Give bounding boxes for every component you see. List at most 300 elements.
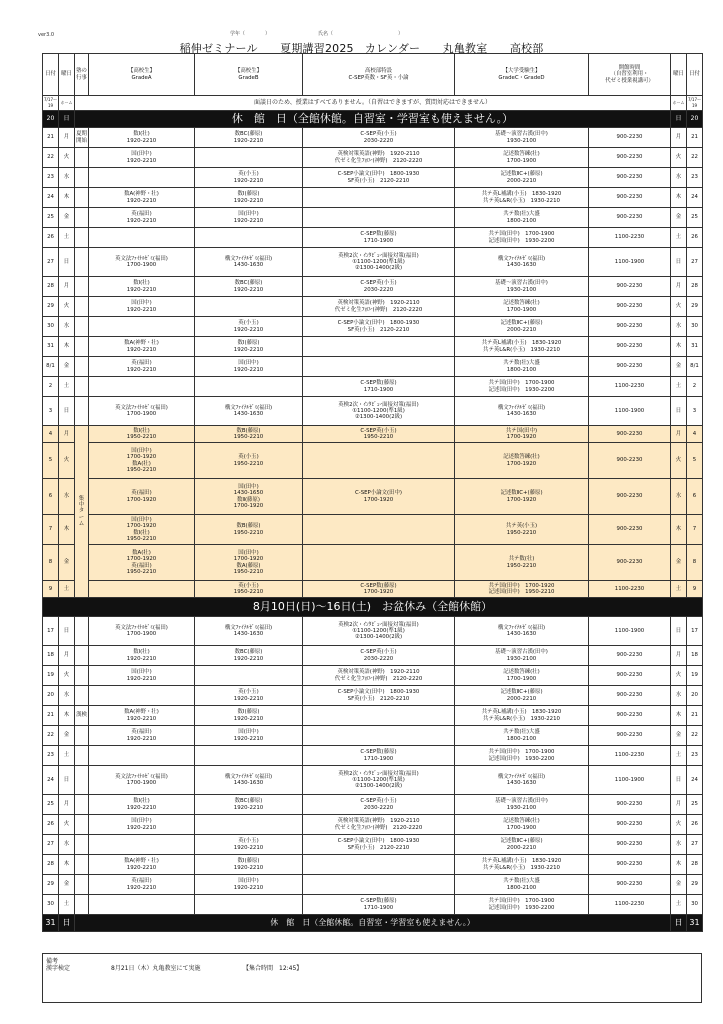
grade-a-cell	[89, 317, 195, 337]
open-hours-cell: 900-2230	[589, 317, 671, 337]
table-row	[43, 168, 703, 188]
grade-a-cell	[89, 228, 195, 248]
weekday-cell: 水	[59, 479, 75, 515]
open-hours-cell: 900-2230	[589, 686, 671, 706]
grade-b-cell: 構文ﾌｧｲﾅﾙｾﾞﾐ(福田) 1430-1630	[195, 766, 303, 795]
special-cell: C-SEP英(小玉) 1950-2210	[303, 426, 455, 443]
table-row	[43, 666, 703, 686]
open-hours-cell: 900-2230	[589, 479, 671, 515]
date-cell-right: 8	[687, 545, 703, 581]
weekday-cell-right: 月	[671, 795, 687, 815]
open-hours-cell: 900-2230	[589, 646, 671, 666]
date-cell: 18	[43, 646, 59, 666]
exam-cell: 記述数答練(壮) 1700-1900	[455, 148, 589, 168]
exam-cell: 記述数ⅡC+(藤原) 2000-2210	[455, 835, 589, 855]
table-row	[43, 337, 703, 357]
grade-a-cell: 数Ⅰ(壮) 1920-2210	[89, 128, 195, 148]
open-hours-cell: 900-2230	[589, 148, 671, 168]
weekday-cell: 日	[59, 111, 75, 128]
special-cell	[303, 545, 455, 581]
open-hours-cell: 1100-1900	[589, 248, 671, 277]
table-row	[43, 479, 703, 515]
table-row	[43, 515, 703, 545]
event-cell	[75, 875, 89, 895]
event-cell	[75, 855, 89, 875]
open-hours-cell: 1100-2230	[589, 377, 671, 397]
grade-a-cell: 数Ⅰ(壮) 1950-2210	[89, 426, 195, 443]
open-hours-cell: 900-2230	[589, 188, 671, 208]
event-cell	[75, 646, 89, 666]
open-hours-cell: 1100-2230	[589, 746, 671, 766]
weekday-cell-right: 日	[671, 111, 687, 128]
grade-a-cell: 英(福田) 1920-2210	[89, 726, 195, 746]
date-cell-right: 7	[687, 515, 703, 545]
open-hours-cell: 900-2230	[589, 297, 671, 317]
weekday-cell: 日	[59, 766, 75, 795]
grade-field-label: 学年（ ）	[230, 31, 271, 37]
footer-kanken-time: 【集合時間 12:45】	[243, 965, 303, 972]
header-event: 塾の行事	[75, 54, 89, 96]
event-cell	[75, 397, 89, 426]
table-row	[43, 443, 703, 479]
grade-b-cell: 構文ﾌｧｲﾅﾙｾﾞﾐ(福田) 1430-1630	[195, 617, 303, 646]
table-row	[43, 426, 703, 443]
date-cell-right: 17	[687, 617, 703, 646]
exam-cell: 共テ英L補講(小玉) 1830-1920 共テ英L&R(小玉) 1930-2210	[455, 337, 589, 357]
grade-b-cell: 国(田中) 1920-2210	[195, 726, 303, 746]
grade-a-cell: 数Ⅰ(壮) 1920-2210	[89, 646, 195, 666]
grade-b-cell: 数BC(藤原) 1920-2210	[195, 277, 303, 297]
table-row	[43, 746, 703, 766]
date-cell: 29	[43, 297, 59, 317]
grade-b-cell: 数BC(藤原) 1920-2210	[195, 128, 303, 148]
exam-cell: 共テ数(壮)大盛 1800-2100	[455, 726, 589, 746]
weekday-cell-right: 金	[671, 875, 687, 895]
grade-a-cell: 国(田中) 1920-2210	[89, 815, 195, 835]
date-cell: 22	[43, 148, 59, 168]
date-cell: 19	[43, 666, 59, 686]
open-hours-cell: 900-2230	[589, 815, 671, 835]
grade-a-cell: 英(福田) 1920-2210	[89, 357, 195, 377]
date-cell-right: 3	[687, 397, 703, 426]
date-cell: 3	[43, 397, 59, 426]
special-cell: C-SEP英(小玉) 2030-2220	[303, 795, 455, 815]
exam-cell: 共テ数(壮)大盛 1800-2100	[455, 875, 589, 895]
focus-period-char: 中	[78, 502, 85, 509]
weekday-cell-right: 月	[671, 277, 687, 297]
event-cell	[75, 617, 89, 646]
grade-a-cell	[89, 895, 195, 915]
table-row	[43, 766, 703, 795]
grade-a-cell: 数A(神野・壮) 1920-2210	[89, 706, 195, 726]
header-date-right: 日付	[687, 54, 703, 96]
special-cell	[303, 515, 455, 545]
header-weekday: 曜日	[59, 54, 75, 96]
date-cell-right: 30	[687, 317, 703, 337]
closed-text: 休 館 日（全館休館。自習室・学習室も使えません。）	[75, 111, 671, 128]
date-cell: 22	[43, 726, 59, 746]
date-cell-right: 27	[687, 248, 703, 277]
event-cell	[75, 895, 89, 915]
date-cell: 17	[43, 617, 59, 646]
weekday-cell-right: 木	[671, 855, 687, 875]
special-cell	[303, 855, 455, 875]
open-hours-cell: 1100-1900	[589, 766, 671, 795]
note-right-b: 7/17〜19	[687, 96, 703, 111]
date-cell-right: 31	[687, 337, 703, 357]
open-hours-cell: 900-2230	[589, 208, 671, 228]
focus-period-label	[75, 426, 89, 598]
table-row	[43, 277, 703, 297]
exam-cell: 共テ数(壮)大盛 1800-2100	[455, 357, 589, 377]
special-cell: C-SEP小論文(田中) 1800-1930 SF英(小玉) 2120-2210	[303, 317, 455, 337]
calendar-body	[43, 96, 703, 932]
weekday-cell-right: 月	[671, 646, 687, 666]
event-cell	[75, 357, 89, 377]
date-cell: 28	[43, 855, 59, 875]
open-hours-cell: 900-2230	[589, 835, 671, 855]
event-cell	[75, 228, 89, 248]
weekday-cell: 火	[59, 297, 75, 317]
weekday-cell: 金	[59, 545, 75, 581]
special-cell: C-SEP数(藤原) 1700-1920	[303, 581, 455, 598]
table-row	[43, 895, 703, 915]
grade-b-cell: 国(田中) 1920-2210	[195, 875, 303, 895]
header-row	[43, 54, 703, 96]
grade-b-cell: 数BC(藤原) 1920-2210	[195, 795, 303, 815]
date-cell-right: 28	[687, 855, 703, 875]
exam-cell: 記述数ⅡC+(藤原) 2000-2210	[455, 686, 589, 706]
special-cell: C-SEP英(小玉) 2030-2220	[303, 128, 455, 148]
event-cell	[75, 297, 89, 317]
grade-b-cell: 数BC(藤原) 1920-2210	[195, 646, 303, 666]
table-row	[43, 357, 703, 377]
special-cell	[303, 208, 455, 228]
special-cell	[303, 443, 455, 479]
date-cell: 9	[43, 581, 59, 598]
special-cell	[303, 357, 455, 377]
date-cell: 25	[43, 208, 59, 228]
weekday-cell: 月	[59, 795, 75, 815]
table-row	[43, 248, 703, 277]
open-hours-cell: 1100-1900	[589, 617, 671, 646]
grade-a-cell	[89, 746, 195, 766]
date-cell: 26	[43, 815, 59, 835]
date-cell: 6	[43, 479, 59, 515]
weekday-cell: 金	[59, 726, 75, 746]
date-cell: 30	[43, 895, 59, 915]
table-row	[43, 815, 703, 835]
special-cell: C-SEP小論文(田中) 1800-1930 SF英(小玉) 2120-2210	[303, 686, 455, 706]
weekday-cell-right: 木	[671, 515, 687, 545]
header-grade-b: 【高校生】 GradeB	[195, 54, 303, 96]
table-row	[43, 545, 703, 581]
grade-a-cell: 数A(神野・壮) 1920-2210	[89, 337, 195, 357]
grade-a-cell	[89, 581, 195, 598]
date-cell: 8/1	[43, 357, 59, 377]
grade-b-cell	[195, 815, 303, 835]
date-cell: 4	[43, 426, 59, 443]
exam-cell: 記述数答練(壮) 1700-1920	[455, 443, 589, 479]
event-cell	[75, 766, 89, 795]
grade-b-cell: 数Ⅰ(藤原) 1920-2210	[195, 188, 303, 208]
date-cell-right: 21	[687, 706, 703, 726]
open-hours-cell: 900-2230	[589, 128, 671, 148]
weekday-cell-right: 火	[671, 297, 687, 317]
weekday-cell: 土	[59, 746, 75, 766]
date-cell-right: 24	[687, 188, 703, 208]
note-row	[43, 96, 703, 111]
date-cell: 31	[43, 337, 59, 357]
weekday-cell: 土	[59, 377, 75, 397]
date-cell: 27	[43, 248, 59, 277]
grade-a-cell: 英(福田) 1700-1920	[89, 479, 195, 515]
exam-cell: 共テ英(小玉) 1950-2210	[455, 515, 589, 545]
grade-a-cell: 数Ⅰ(壮) 1920-2210	[89, 795, 195, 815]
date-cell-right: 23	[687, 168, 703, 188]
grade-b-cell: 数Ⅰ(藤原) 1920-2210	[195, 855, 303, 875]
exam-cell: 構文ﾌｧｲﾅﾙｾﾞﾐ(福田) 1430-1630	[455, 397, 589, 426]
date-cell-right: 22	[687, 148, 703, 168]
exam-cell: 記述数ⅡC+(藤原) 2000-2210	[455, 317, 589, 337]
date-cell-right: 27	[687, 835, 703, 855]
grade-a-cell: 英文法ﾌｧｲﾅﾙｾﾞﾐ(福田) 1700-1900	[89, 617, 195, 646]
weekday-cell-right: 水	[671, 686, 687, 706]
date-cell: 8	[43, 545, 59, 581]
weekday-cell-right: 金	[671, 208, 687, 228]
weekday-cell-right: 土	[671, 581, 687, 598]
grade-a-cell: 英(福田) 1920-2210	[89, 208, 195, 228]
table-row	[43, 855, 703, 875]
table-row	[43, 128, 703, 148]
grade-b-cell: 英(小玉) 1920-2210	[195, 686, 303, 706]
exam-cell: 記述数答練(壮) 1700-1900	[455, 297, 589, 317]
grade-a-cell: 国(田中) 1920-2210	[89, 297, 195, 317]
table-row	[43, 835, 703, 855]
table-row	[43, 317, 703, 337]
event-cell	[75, 666, 89, 686]
weekday-cell-right: 金	[671, 357, 687, 377]
date-cell-right: 31	[687, 915, 703, 932]
open-hours-cell: 1100-2230	[589, 228, 671, 248]
table-row	[43, 706, 703, 726]
grade-b-cell: 英(小玉) 1950-2210	[195, 581, 303, 598]
event-cell	[75, 377, 89, 397]
table-row	[43, 726, 703, 746]
exam-cell: 共テ国(田中) 1700-1900 記述国(田中) 1930-2200	[455, 228, 589, 248]
grade-a-cell: 数A(壮) 1700-1920 英(福田) 1950-2210	[89, 545, 195, 581]
date-cell-right: 19	[687, 666, 703, 686]
date-cell-right: 18	[687, 646, 703, 666]
date-cell-right: 22	[687, 726, 703, 746]
date-cell: 28	[43, 277, 59, 297]
date-cell-right: 9	[687, 581, 703, 598]
exam-cell: 共テ国(田中) 1700-1900 記述国(田中) 1930-2200	[455, 895, 589, 915]
date-cell-right: 29	[687, 297, 703, 317]
weekday-cell: 水	[59, 168, 75, 188]
special-cell: C-SEP数(藤原) 1710-1900	[303, 895, 455, 915]
name-field-label: 氏名（ ）	[318, 31, 404, 37]
grade-b-cell: 国(田中) 1920-2210	[195, 208, 303, 228]
event-cell	[75, 148, 89, 168]
exam-cell: 記述数ⅡC+(藤原) 2000-2210	[455, 168, 589, 188]
special-cell	[303, 706, 455, 726]
date-cell: 29	[43, 875, 59, 895]
weekday-cell: 日	[59, 397, 75, 426]
date-cell-right: 2	[687, 377, 703, 397]
date-cell: 24	[43, 188, 59, 208]
weekday-cell-right: 水	[671, 168, 687, 188]
weekday-cell: 土	[59, 228, 75, 248]
weekday-cell-right: 火	[671, 666, 687, 686]
weekday-cell: 金	[59, 357, 75, 377]
date-cell: 21	[43, 128, 59, 148]
weekday-cell-right: 日	[671, 397, 687, 426]
grade-b-cell: 国(田中) 1430-1650 数Ⅱ(藤原) 1700-1920	[195, 479, 303, 515]
event-cell: 漢検	[75, 706, 89, 726]
weekday-cell: 火	[59, 443, 75, 479]
exam-cell: 共テ英L補講(小玉) 1830-1920 共テ英L&R(小玉) 1930-2210	[455, 855, 589, 875]
grade-a-cell: 数Ⅰ(壮) 1920-2210	[89, 277, 195, 297]
focus-period-char: ー	[78, 514, 85, 521]
date-cell-right: 20	[687, 111, 703, 128]
header-date: 日付	[43, 54, 59, 96]
closed-row-last	[43, 915, 703, 932]
weekday-cell: 木	[59, 337, 75, 357]
grade-b-cell: 英(小玉) 1920-2210	[195, 835, 303, 855]
date-cell: 27	[43, 835, 59, 855]
footer-notes	[42, 953, 702, 1003]
table-row	[43, 397, 703, 426]
grade-b-cell: 構文ﾌｧｲﾅﾙｾﾞﾐ(福田) 1430-1630	[195, 397, 303, 426]
exam-cell: 構文ﾌｧｲﾅﾙｾﾞﾐ(福田) 1430-1630	[455, 617, 589, 646]
calendar-table	[42, 53, 703, 932]
date-cell-right: 29	[687, 875, 703, 895]
weekday-cell: 金	[59, 875, 75, 895]
open-hours-cell: 1100-2230	[589, 581, 671, 598]
date-cell-right: 26	[687, 815, 703, 835]
weekday-cell: 木	[59, 706, 75, 726]
weekday-cell-right: 日	[671, 617, 687, 646]
focus-period-char: 集	[78, 495, 85, 502]
date-cell: 30	[43, 317, 59, 337]
special-cell: C-SEP数(藤原) 1710-1900	[303, 228, 455, 248]
weekday-cell: 金	[59, 208, 75, 228]
special-cell: C-SEP英(小玉) 2030-2220	[303, 646, 455, 666]
grade-a-cell	[89, 168, 195, 188]
special-cell: 英検対策英語(神野) 1920-2110 代ゼミ化生ﾌｫﾛｰ(神野) 2120-2220	[303, 815, 455, 835]
date-cell-right: 25	[687, 208, 703, 228]
grade-b-cell: 国(田中) 1700-1920 数A(藤原) 1950-2210	[195, 545, 303, 581]
open-hours-cell: 900-2230	[589, 337, 671, 357]
weekday-cell: 月	[59, 128, 75, 148]
grade-b-cell	[195, 746, 303, 766]
open-hours-cell: 900-2230	[589, 443, 671, 479]
grade-a-cell: 国(田中) 1700-1920 数A(壮) 1950-2210	[89, 443, 195, 479]
obon-holiday-row	[43, 598, 703, 617]
exam-cell: 記述数答練(壮) 1700-1900	[455, 666, 589, 686]
date-cell-right: 8/1	[687, 357, 703, 377]
special-cell: 英検対策英語(神野) 1920-2110 代ゼミ化生ﾌｫﾛｰ(神野) 2120-2220	[303, 666, 455, 686]
date-cell-right: 28	[687, 277, 703, 297]
weekday-cell-right: 水	[671, 317, 687, 337]
header-open-hours: 開館時間 （自習室利用・ 代ゼミ授業視講可）	[589, 54, 671, 96]
weekday-cell-right: 木	[671, 337, 687, 357]
exam-cell: 共テ数(壮) 1950-2210	[455, 545, 589, 581]
weekday-cell-right: 木	[671, 706, 687, 726]
exam-cell: 構文ﾌｧｲﾅﾙｾﾞﾐ(福田) 1430-1630	[455, 248, 589, 277]
open-hours-cell: 1100-2230	[589, 895, 671, 915]
date-cell-right: 23	[687, 746, 703, 766]
grade-b-cell	[195, 297, 303, 317]
grade-a-cell: 英(福田) 1920-2210	[89, 875, 195, 895]
grade-b-cell	[195, 895, 303, 915]
weekday-cell-right: 木	[671, 188, 687, 208]
date-cell: 31	[43, 915, 59, 932]
weekday-cell: 木	[59, 188, 75, 208]
exam-cell: 共テ国(田中) 1700-1900 記述国(田中) 1930-2200	[455, 746, 589, 766]
special-cell: C-SEP数(藤原) 1710-1900	[303, 377, 455, 397]
special-cell	[303, 188, 455, 208]
header-special: 高校部特設 C-SEP英数・SF英・小論	[303, 54, 455, 96]
exam-cell: 共テ国(田中) 1700-1920 記述国(田中) 1950-2210	[455, 581, 589, 598]
date-cell: 26	[43, 228, 59, 248]
weekday-cell: 日	[59, 617, 75, 646]
table-row	[43, 188, 703, 208]
special-cell: C-SEP小論文(田中) 1700-1920	[303, 479, 455, 515]
special-cell	[303, 726, 455, 746]
exam-cell: 共テ数(壮)大盛 1800-2100	[455, 208, 589, 228]
weekday-cell-right: 土	[671, 228, 687, 248]
weekday-cell: 土	[59, 895, 75, 915]
exam-cell: 基礎〜演習古漢(田中) 1930-2100	[455, 646, 589, 666]
weekday-cell-right: 月	[671, 426, 687, 443]
date-cell: 5	[43, 443, 59, 479]
special-cell: 英検2次・ｲﾝﾀﾋﾞｭｰ面接対策(福田) ①1100-1200(準1級) ②1300-1400(2級)	[303, 766, 455, 795]
date-cell-right: 24	[687, 766, 703, 795]
open-hours-cell: 900-2230	[589, 795, 671, 815]
grade-a-cell: 英文法ﾌｧｲﾅﾙｾﾞﾐ(福田) 1700-1900	[89, 397, 195, 426]
grade-b-cell: 数B(藤原) 1950-2210	[195, 515, 303, 545]
date-cell: 20	[43, 686, 59, 706]
grade-b-cell: 数Ⅰ(藤原) 1920-2210	[195, 337, 303, 357]
open-hours-cell: 900-2230	[589, 726, 671, 746]
grade-a-cell: 国(田中) 1700-1920 数Ⅰ(壮) 1950-2210	[89, 515, 195, 545]
grade-a-cell	[89, 686, 195, 706]
weekday-cell-right: 日	[671, 248, 687, 277]
weekday-cell: 水	[59, 835, 75, 855]
table-row	[43, 686, 703, 706]
open-hours-cell: 900-2230	[589, 666, 671, 686]
event-cell	[75, 746, 89, 766]
grade-a-cell	[89, 835, 195, 855]
grade-b-cell	[195, 228, 303, 248]
table-row	[43, 617, 703, 646]
date-cell-right: 26	[687, 228, 703, 248]
date-cell-right: 21	[687, 128, 703, 148]
special-cell: 英検2次・ｲﾝﾀﾋﾞｭｰ面接対策(福田) ①1100-1200(準1級) ②1300-1400(2級)	[303, 397, 455, 426]
table-row	[43, 208, 703, 228]
event-cell	[75, 248, 89, 277]
date-cell-right: 20	[687, 686, 703, 706]
open-hours-cell: 1100-1900	[589, 397, 671, 426]
table-row	[43, 228, 703, 248]
grade-b-cell: 英(小玉) 1920-2210	[195, 317, 303, 337]
header-weekday-right: 曜日	[671, 54, 687, 96]
event-cell	[75, 317, 89, 337]
open-hours-cell: 900-2230	[589, 706, 671, 726]
date-cell: 21	[43, 706, 59, 726]
